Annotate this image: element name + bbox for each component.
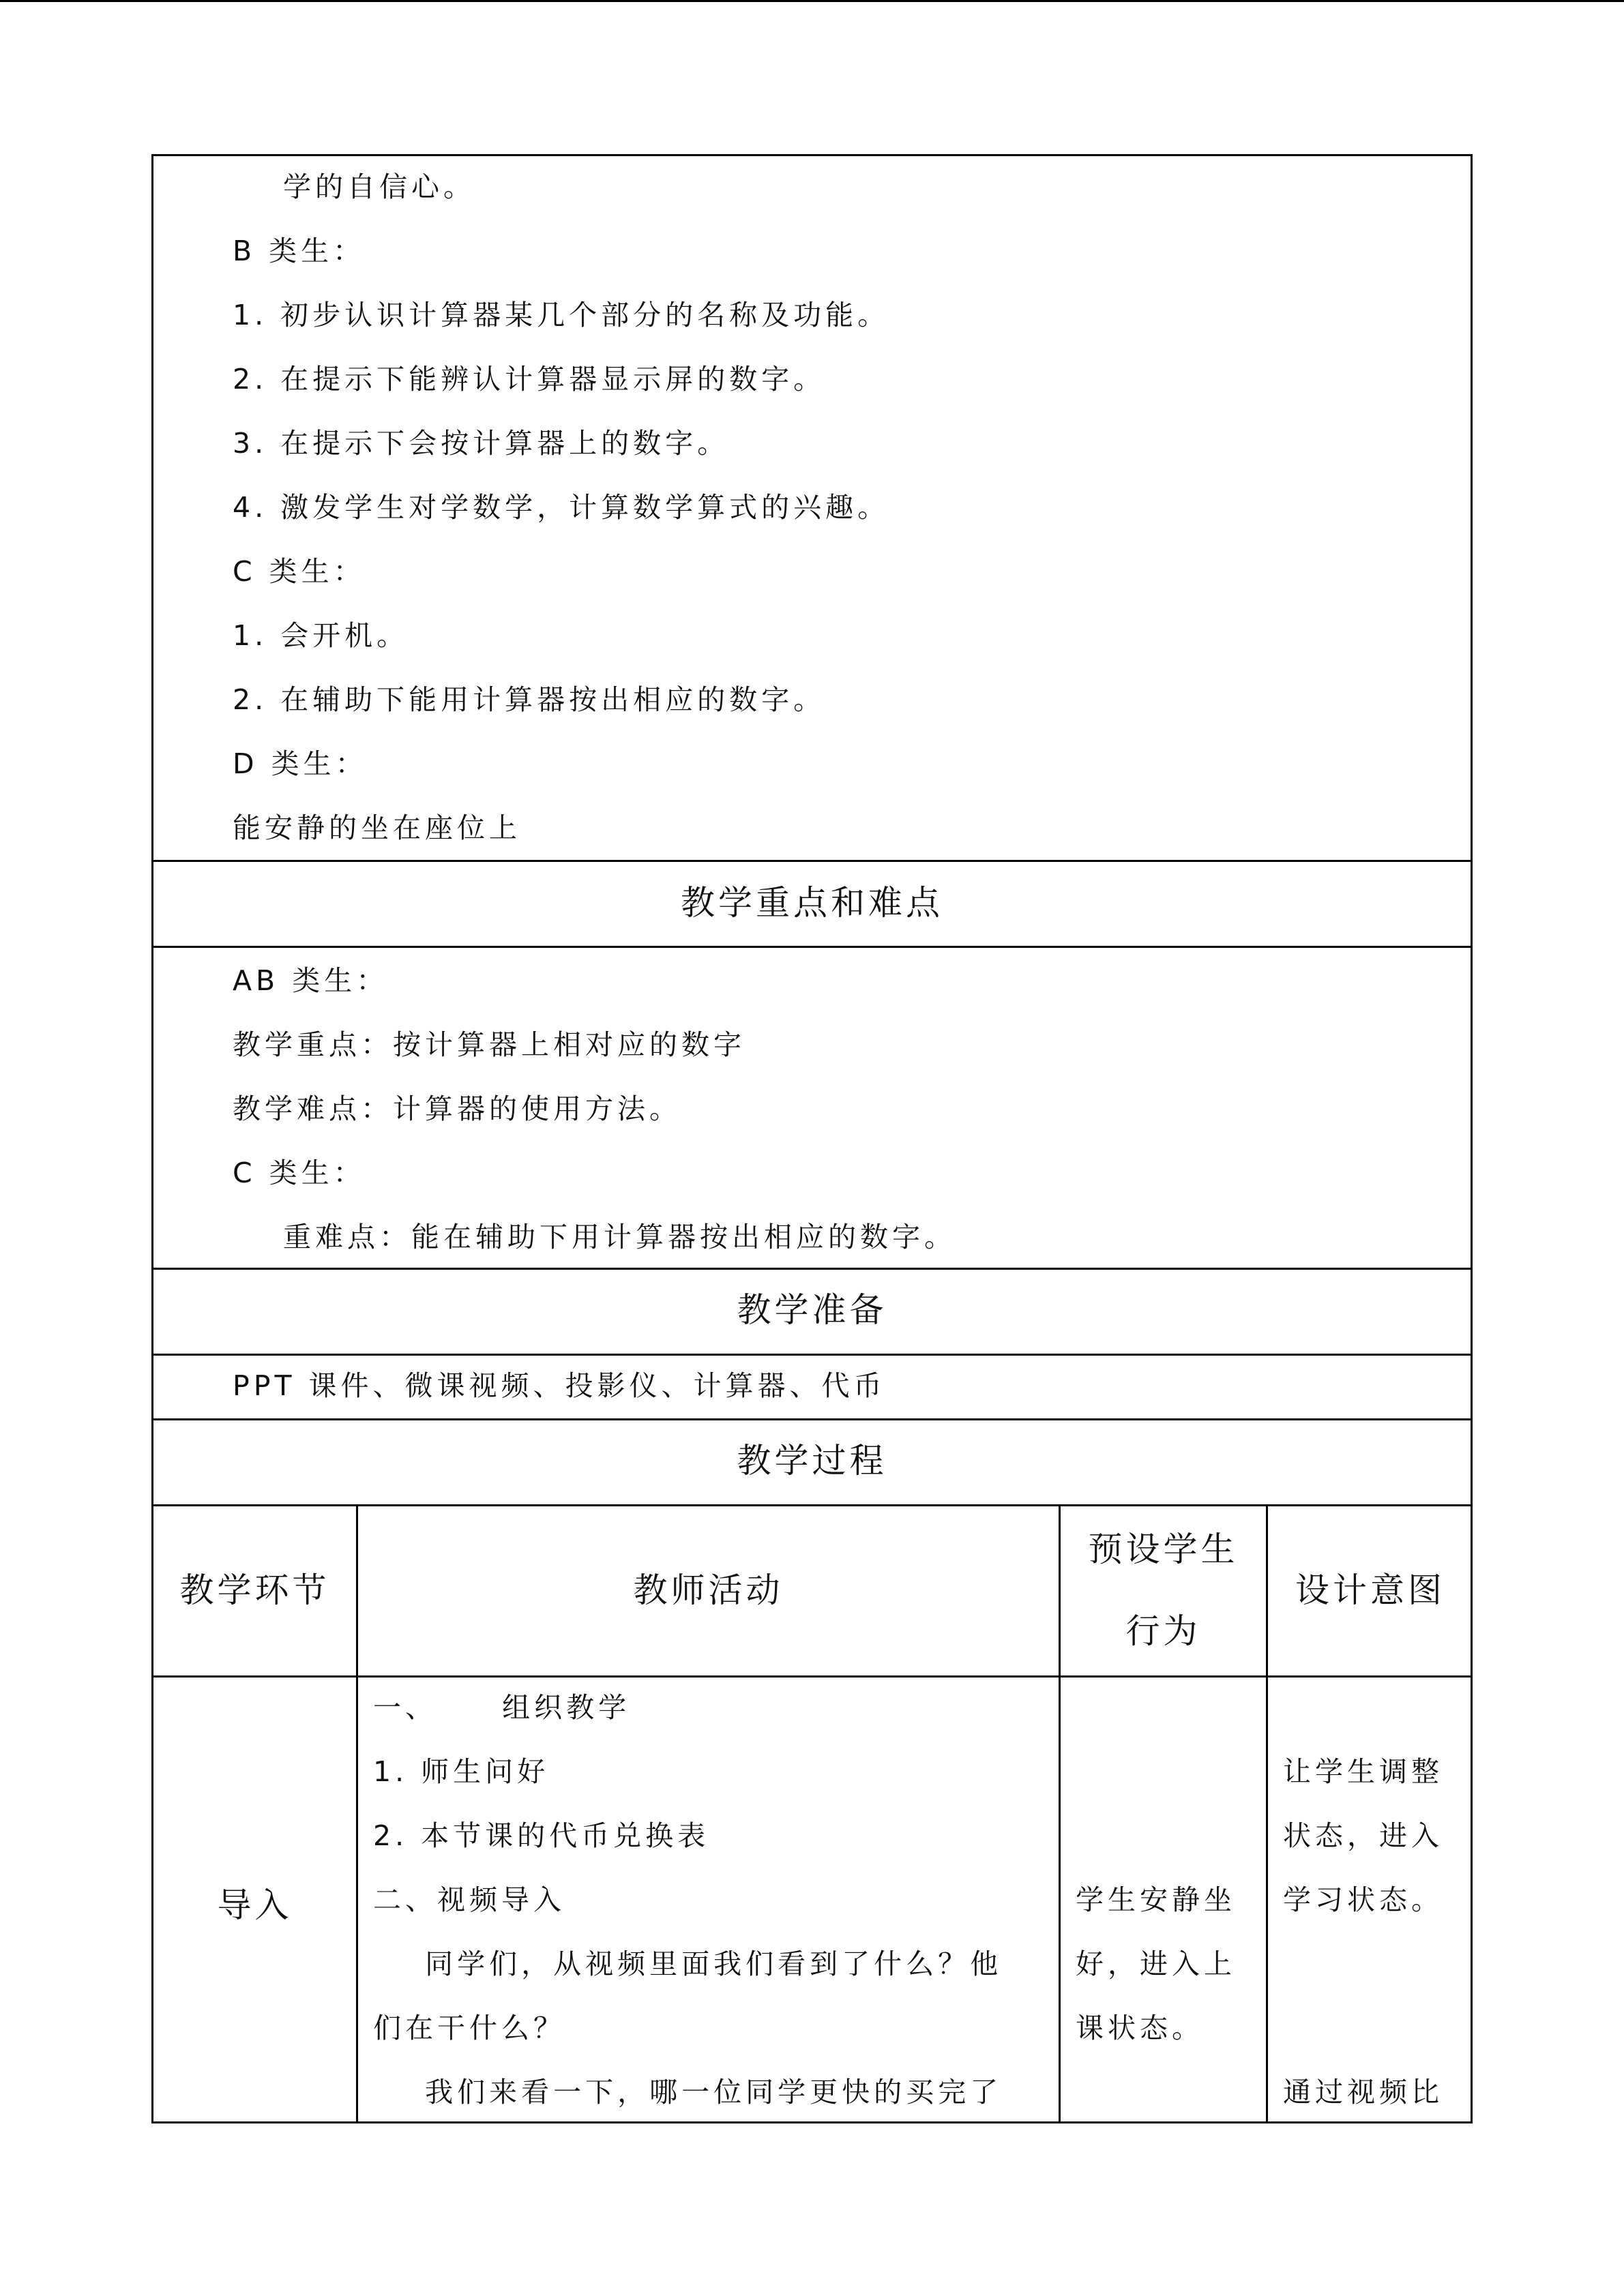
objectives-first-line: 学的自信心。 [283, 170, 475, 203]
key-points-heading: 教学重点和难点 [681, 883, 943, 923]
student-line: 好，进入上 [1076, 1948, 1236, 1980]
teacher-line: 1. 师生问好 [373, 1755, 550, 1788]
teaching-focus: 教学重点：按计算器上相对应的数字 [233, 1028, 745, 1061]
d-class-text: 能安静的坐在座位上 [233, 811, 521, 844]
preparation-items: PPT 课件、微课视频、投影仪、计算器、代币 [233, 1369, 886, 1402]
stage-intro: 导入 [217, 1885, 293, 1925]
teacher-line: 2. 本节课的代币兑换表 [373, 1819, 710, 1852]
intent-line: 让学生调整 [1283, 1755, 1443, 1788]
column-header-teacher: 教师活动 [633, 1570, 784, 1610]
column-divider [1059, 1504, 1061, 2121]
column-header-student-line1: 预设学生 [1088, 1530, 1239, 1569]
teacher-line: 我们来看一下，哪一位同学更快的买完了 [373, 2076, 1003, 2108]
c-item-1: 1. 会开机。 [233, 619, 409, 652]
ab-class-label: AB 类生： [233, 964, 389, 997]
divider [153, 860, 1471, 862]
column-header-student-line2: 行为 [1125, 1611, 1201, 1651]
b-item-2: 2. 在提示下能辨认计算器显示屏的数字。 [233, 363, 826, 396]
column-header-stage: 教学环节 [179, 1570, 330, 1610]
d-class-label: D 类生： [233, 747, 368, 780]
b-item-4: 4. 激发学生对学数学，计算数学算式的兴趣。 [233, 491, 890, 524]
c-class-label-2: C 类生： [233, 1157, 366, 1189]
c-class-key-point: 重难点：能在辅助下用计算器按出相应的数字。 [283, 1221, 956, 1253]
page-top-border [0, 0, 1624, 2]
teacher-line: 二、视频导入 [373, 1883, 565, 1916]
student-line: 课状态。 [1076, 2012, 1204, 2044]
divider [153, 1675, 1471, 1678]
b-item-1: 1. 初步认识计算器某几个部分的名称及功能。 [233, 299, 890, 331]
lesson-plan-table [151, 154, 1473, 2123]
process-heading: 教学过程 [737, 1441, 887, 1480]
teacher-line: 们在干什么？ [373, 2012, 565, 2044]
student-line: 学生安静坐 [1076, 1883, 1236, 1916]
divider [153, 1504, 1471, 1506]
divider [153, 1354, 1471, 1356]
b-class-label: B 类生： [233, 235, 366, 267]
column-header-intent: 设计意图 [1295, 1570, 1445, 1610]
divider [153, 946, 1471, 948]
intent-line: 状态，进入 [1283, 1819, 1443, 1852]
intent-line: 通过视频比 [1283, 2076, 1443, 2108]
b-item-3: 3. 在提示下会按计算器上的数字。 [233, 427, 730, 460]
teaching-difficulty: 教学难点：计算器的使用方法。 [233, 1092, 681, 1125]
teacher-line: 同学们，从视频里面我们看到了什么？他 [373, 1948, 1003, 1980]
teacher-line: 一、 组织教学 [373, 1691, 631, 1724]
preparation-heading: 教学准备 [737, 1290, 887, 1330]
intent-line: 学习状态。 [1283, 1883, 1443, 1916]
divider [153, 1268, 1471, 1270]
divider [153, 1418, 1471, 1420]
c-class-label: C 类生： [233, 555, 366, 588]
c-item-2: 2. 在辅助下能用计算器按出相应的数字。 [233, 683, 826, 716]
